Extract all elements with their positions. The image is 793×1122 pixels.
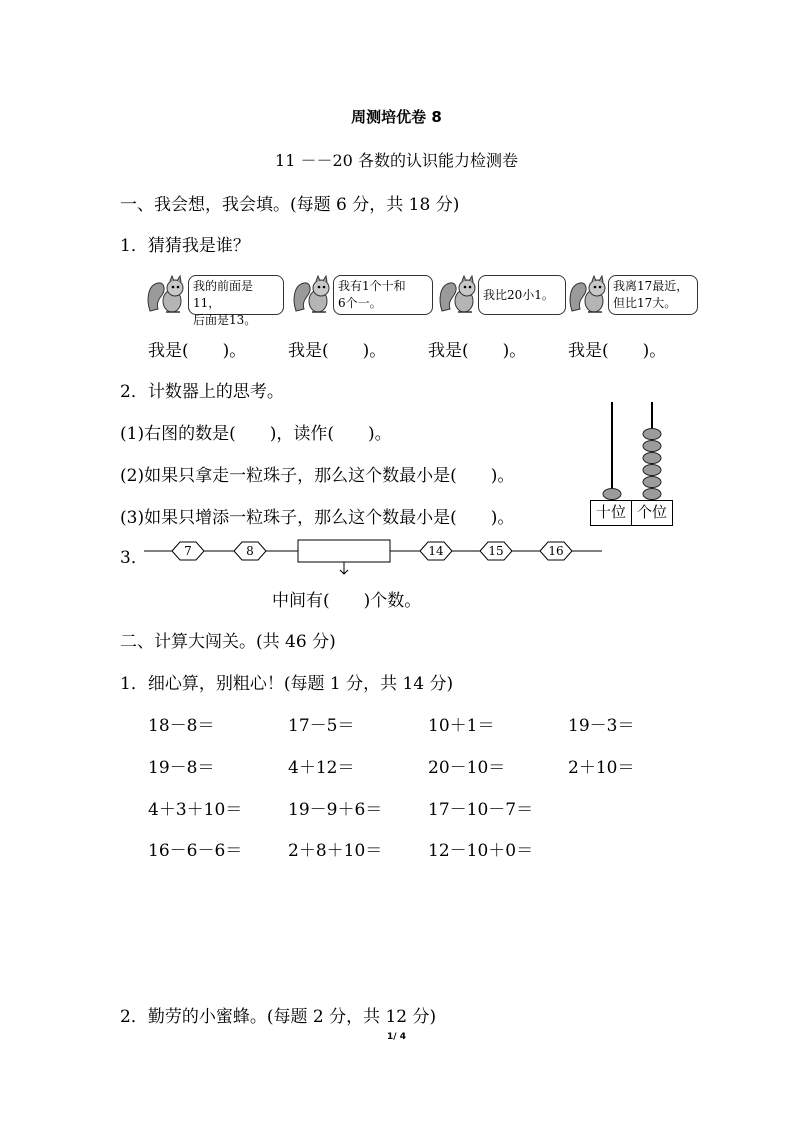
squirrel-icon — [438, 275, 482, 315]
riddle-bubble — [188, 275, 284, 327]
calc-problem[interactable]: 19－9＋6＝ — [288, 800, 383, 820]
squirrel-icon — [292, 275, 336, 315]
abacus-bead — [643, 453, 661, 464]
tens-label: 十位 — [595, 503, 626, 521]
calc-problem[interactable]: 17－10－7＝ — [428, 800, 534, 820]
number-label: 7 — [184, 544, 192, 558]
calc-problem[interactable]: 17－5＝ — [288, 716, 355, 736]
calc-problem[interactable]: 4＋3＋10＝ — [148, 800, 243, 820]
q2-item[interactable]: (2)如果只拿走一粒珠子，那么这个数最小是( )。 — [120, 466, 515, 486]
number-label: 8 — [246, 544, 254, 558]
page-title: 周测培优卷 8 — [351, 108, 442, 126]
calc-problem[interactable]: 19－3＝ — [568, 716, 635, 736]
number-label: 14 — [428, 544, 444, 558]
answer-blank[interactable]: 我是( )。 — [428, 341, 527, 361]
section1-heading: 一、我会想，我会填。(每题 6 分，共 18 分) — [120, 195, 460, 215]
bubble-line: 我的前面是11， — [193, 279, 254, 310]
riddle-bubble — [478, 275, 566, 315]
page-number: 1/ 4 — [387, 1032, 406, 1042]
hidden-segment-box — [298, 540, 390, 562]
ones-label: 个位 — [636, 503, 667, 521]
answer-blank[interactable]: 我是( )。 — [568, 341, 667, 361]
calc-problem[interactable]: 2＋10＝ — [568, 758, 635, 778]
section2-heading: 二、计算大闯关。(共 46 分) — [120, 632, 336, 652]
abacus-bead — [643, 465, 661, 476]
number-line — [140, 536, 610, 578]
squirrel-icon — [146, 275, 190, 315]
abacus-bead — [643, 489, 661, 500]
q3-label: 3． — [120, 548, 148, 568]
calc-problem[interactable]: 4＋12＝ — [288, 758, 355, 778]
q2-item[interactable]: (3)如果只增添一粒珠子，那么这个数最小是( )。 — [120, 508, 515, 528]
tens-place-box — [590, 500, 632, 526]
number-label: 16 — [548, 544, 564, 558]
q1-label: 1．猜猜我是谁？ — [120, 236, 250, 256]
number-label: 15 — [488, 544, 504, 558]
riddle-bubble — [333, 275, 433, 315]
answer-blank[interactable]: 我是( )。 — [148, 341, 247, 361]
abacus-bead — [643, 477, 661, 488]
bubble-line: 我有1个十和 — [338, 279, 406, 293]
squirrel-icon — [568, 275, 612, 315]
bubble-line: 我比20小1。 — [483, 288, 554, 302]
abacus-bead — [643, 441, 661, 452]
abacus-bead — [603, 489, 621, 500]
answer-blank[interactable]: 我是( )。 — [288, 341, 387, 361]
calc-problem[interactable]: 2＋8＋10＝ — [288, 841, 383, 861]
bee-question-label: 2．勤劳的小蜜蜂。(每题 2 分，共 12 分) — [120, 1007, 437, 1027]
q2-item[interactable]: (1)右图的数是( )，读作( )。 — [120, 424, 392, 444]
calc-problem[interactable]: 19－8＝ — [148, 758, 215, 778]
page-subtitle: 11 －－20 各数的认识能力检测卷 — [275, 151, 518, 170]
riddle-bubble — [608, 275, 698, 315]
abacus-bead — [643, 429, 661, 440]
q2-label: 2．计数器上的思考。 — [120, 382, 284, 402]
bubble-line: 我离17最近， — [613, 279, 689, 293]
calc-problem[interactable]: 12－10＋0＝ — [428, 841, 534, 861]
calc-label: 1．细心算，别粗心！(每题 1 分，共 14 分) — [120, 674, 454, 694]
bubble-line: 但比17大。 — [613, 296, 677, 310]
calc-problem[interactable]: 10＋1＝ — [428, 716, 495, 736]
calc-problem[interactable]: 20－10＝ — [428, 758, 506, 778]
bubble-line: 后面是13。 — [193, 313, 257, 327]
bubble-line: 6个一。 — [338, 296, 382, 310]
ones-place-box — [631, 500, 673, 526]
q3-answer[interactable]: 中间有( )个数。 — [272, 591, 422, 611]
calc-problem[interactable]: 18－8＝ — [148, 716, 215, 736]
calc-problem[interactable]: 16－6－6＝ — [148, 841, 243, 861]
